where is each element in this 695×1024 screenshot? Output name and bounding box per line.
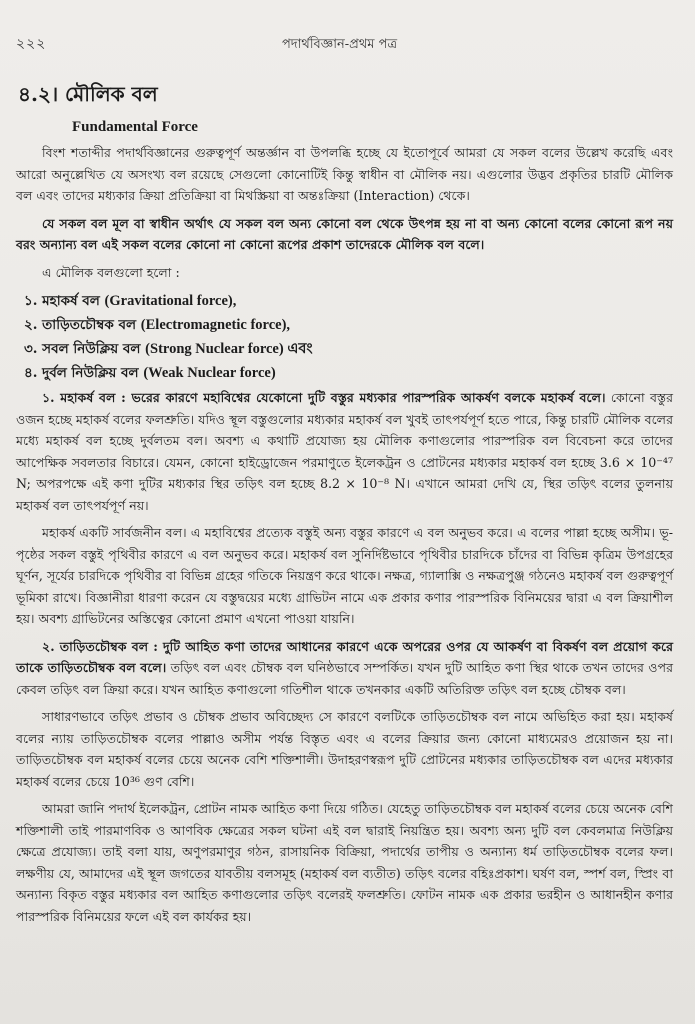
definition-paragraph: যে সকল বল মূল বা স্বাধীন অর্থাৎ যে সকল বল অন্য কোনো বল থেকে উৎপন্ন হয় না বা অন্য কোনো বলের কোনো রূপ নয় বরং অন্যান্য বল এই সকল বলের কোনো না কোনো রূপের প্রকাশ তাদেরকে মৌলিক বল বলে। xyxy=(16,215,673,252)
gravity-definition: ১. মহাকর্ষ বল : ভরের কারণে মহাবিশ্বের যেকোনো দুটি বস্তুর মধ্যকার পারস্পরিক আকর্ষণ বলকে মহাকর্ষ বলে। xyxy=(42,390,606,405)
list-item: ২. তাড়িতচৌম্বক বল (Electromagnetic force), xyxy=(24,317,291,333)
em-definition: ২. তাড়িতচৌম্বক বল : দুটি আহিত কণা তাদের আধানের কারণে একে অপরের ওপর যে আকর্ষণ বা বিকর্ষণ বল প্রয়োগ করে তাকে তাড়িতচৌম্বক বল বলে। xyxy=(16,638,673,675)
list-item: ৩. সবল নিউক্লিয় বল (Strong Nuclear force) এবং xyxy=(24,341,313,357)
page-header xyxy=(16,32,673,56)
section-heading: ৪.২। মৌলিক বল xyxy=(18,82,158,106)
list-intro: এ মৌলিক বলগুলো হলো : xyxy=(42,264,180,280)
running-title: পদার্থবিজ্ঞান-প্রথম পত্র xyxy=(281,37,397,52)
em-paragraph-2: সাধারণভাবে তড়িৎ প্রভাব ও চৌম্বক প্রভাব অবিচ্ছেদ্য সে কারণে বলটিকে তাড়িতচৌম্বক বল নামে অভিহিত করা হয়। মহাকর্ষ বলের ন্যায় তাড়িতচৌম্বক বলের পাল্লাও অসীম পর্যন্ত বিস্তৃত এবং এ বলের ক্রিয়ার জন্য কোনো মাধ্যমেরও প্রয়োজন হয় না। তাড়িতচৌম্বক বল মহাকর্ষ বলের চেয়ে অনেক বেশি শক্তিশালী। উদাহরণস্বরূপ দুটি প্রোটনের মধ্যকার তাড়িতচৌম্বক বল এদের মধ্যকার মহাকর্ষ বলের চেয়ে 10³⁶ গুণ বেশি। xyxy=(16,709,673,789)
em-paragraph: ২. তাড়িতচৌম্বক বল : দুটি আহিত কণা তাদের আধানের কারণে একে অপরের ওপর যে আকর্ষণ বা বিকর্ষণ বল প্রয়োগ করে তাকে তাড়িতচৌম্বক বল বলে। তড়িৎ বল এবং চৌম্বক বল ঘনিষ্ঠভাবে সম্পর্কিত। যখন দুটি আহিত কণা স্থির থাকে তখন তাদের ওপর কেবল তড়িৎ বল ক্রিয়া করে। যখন আহিত কণাগুলো গতিশীল থাকে তখনকার একটি অতিরিক্ত তড়িৎ বল হচ্ছে চৌম্বক বল। xyxy=(16,638,673,697)
list-item: ১. মহাকর্ষ বল (Gravitational force), xyxy=(24,293,237,309)
gravity-paragraph: ১. মহাকর্ষ বল : ভরের কারণে মহাবিশ্বের যেকোনো দুটি বস্তুর মধ্যকার পারস্পরিক আকর্ষণ বলকে মহাকর্ষ বলে। কোনো বস্তুর ওজন হচ্ছে মহাকর্ষ বলের ফলশ্রুতি। যদিও স্থূল বস্তুগুলোর মধ্যকার মহাকর্ষ বল খুবই তাৎপর্যপূর্ণ হতে পারে, কিন্তু চারটি মৌলিক বলের মধ্যে মহাকর্ষ বল হচ্ছে দুর্বলতম বল। অবশ্য এ কথাটি প্রযোজ্য হয় মৌলিক কণাগুলোর পারস্পরিক বল বিবেচনা করে তাদের আপেক্ষিক সবলতার বিচারে। যেমন, কোনো হাইড্রোজেন পরমাণুতে ইলেকট্রন ও প্রোটনের মধ্যকার মহাকর্ষ বল হচ্ছে 3.6 × 10⁻⁴⁷ N; অপরপক্ষে এই কণা দুটির মধ্যকার স্থির তড়িৎ বল হচ্ছে 8.2 × 10⁻⁸ N। এখানে আমরা দেখি যে, স্থির তড়িৎ বলের তুলনায় মহাকর্ষ বল তাৎপর্যপূর্ণ নয়। xyxy=(16,390,673,513)
gravity-paragraph-2: মহাকর্ষ একটি সার্বজনীন বল। এ মহাবিশ্বের প্রত্যেক বস্তুই অন্য বস্তুর কারণে এ বল অনুভব করে। এ বলের পাল্লা হচ্ছে অসীম। ভূ-পৃষ্ঠের সকল বস্তুই পৃথিবীর কারণে এ বল অনুভব করে। মহাকর্ষ বল সুনির্দিষ্টভাবে পৃথিবীর চারদিকে চাঁদের বা বিভিন্ন কৃত্রিম উপগ্রহের ঘূর্ণন, সূর্যের চারদিকে পৃথিবীর বা বিভিন্ন গ্রহের গতিকে নিয়ন্ত্রণ করে থাকে। নক্ষত্র, গ্যালাক্সি ও নক্ষত্রপুঞ্জ গঠনেও মহাকর্ষ বল গুরুত্বপূর্ণ ভূমিকা রাখে। বিজ্ঞানীরা ধারণা করেন যে বস্তুদ্বয়ের মধ্যে গ্রাভিটন নামে এক প্রকার কণার পারস্পরিক বিনিময়ের দ্বারা এ বল ক্রিয়াশীল হয়। অবশ্য গ্রাভিটনের অস্তিত্বের কোনো প্রমাণ এখনো পাওয়া যায়নি। xyxy=(16,525,673,626)
intro-paragraph: বিংশ শতাব্দীর পদার্থবিজ্ঞানের গুরুত্বপূর্ণ অন্তর্জ্ঞান বা উপলব্ধি হচ্ছে যে ইতোপূর্বে আমরা যে সকল বলের উল্লেখ করেছি এবং আরো অনুল্লেখিত যে অসংখ্য বল রয়েছে সেগুলো কোনোটিই কিন্তু স্বাধীন বা মৌলিক নয়। এগুলোর উদ্ভব প্রকৃতির চারটি মৌলিক বল এবং তাদের মধ্যকার ক্রিয়া প্রতিক্রিয়া বা মিথস্ক্রিয়া বা অন্তঃক্রিয়া (Interaction) থেকে। xyxy=(16,145,673,203)
section-subtitle: Fundamental Force xyxy=(72,119,198,135)
list-item: ৪. দুর্বল নিউক্লিয় বল (Weak Nuclear force) xyxy=(24,365,276,381)
page-number: ২২২ xyxy=(16,36,47,52)
forces-list xyxy=(16,289,673,385)
em-paragraph-3: আমরা জানি পদার্থ ইলেকট্রন, প্রোটন নামক আহিত কণা দিয়ে গঠিত। যেহেতু তাড়িতচৌম্বক বল মহাকর্ষ বলের চেয়ে অনেক বেশি শক্তিশালী তাই পারমাণবিক ও আণবিক ক্ষেত্রের সকল ঘটনা এই বল দ্বারাই নিয়ন্ত্রিত হয়। অবশ্য অন্য দুটি বল কেবলমাত্র নিউক্লিয় ক্ষেত্রে প্রযোজ্য। তাই বলা যায়, অণুপরমাণুর গঠন, রাসায়নিক বিক্রিয়া, পদার্থের তাপীয় ও অন্যান্য ধর্ম তাড়িতচৌম্বক বলের ফল। লক্ষণীয় যে, আমাদের এই স্থূল জগতের যাবতীয় বলসমূহ (মহাকর্ষ বল ব্যতীত) তড়িৎ বলের বহিঃপ্রকাশ। ঘর্ষণ বল, স্পর্শ বল, স্প্রিং বা অন্যান্য বিকৃত বস্তুর মধ্যকার বল আহিত কণাগুলোর তড়িৎ বলেরই ফলশ্রুতি। ফোটন নামক এক প্রকার ভরহীন ও আধানহীন কণার পারস্পরিক বিনিময়ের ফলে এই বল কার্যকর হয়। xyxy=(16,801,673,924)
